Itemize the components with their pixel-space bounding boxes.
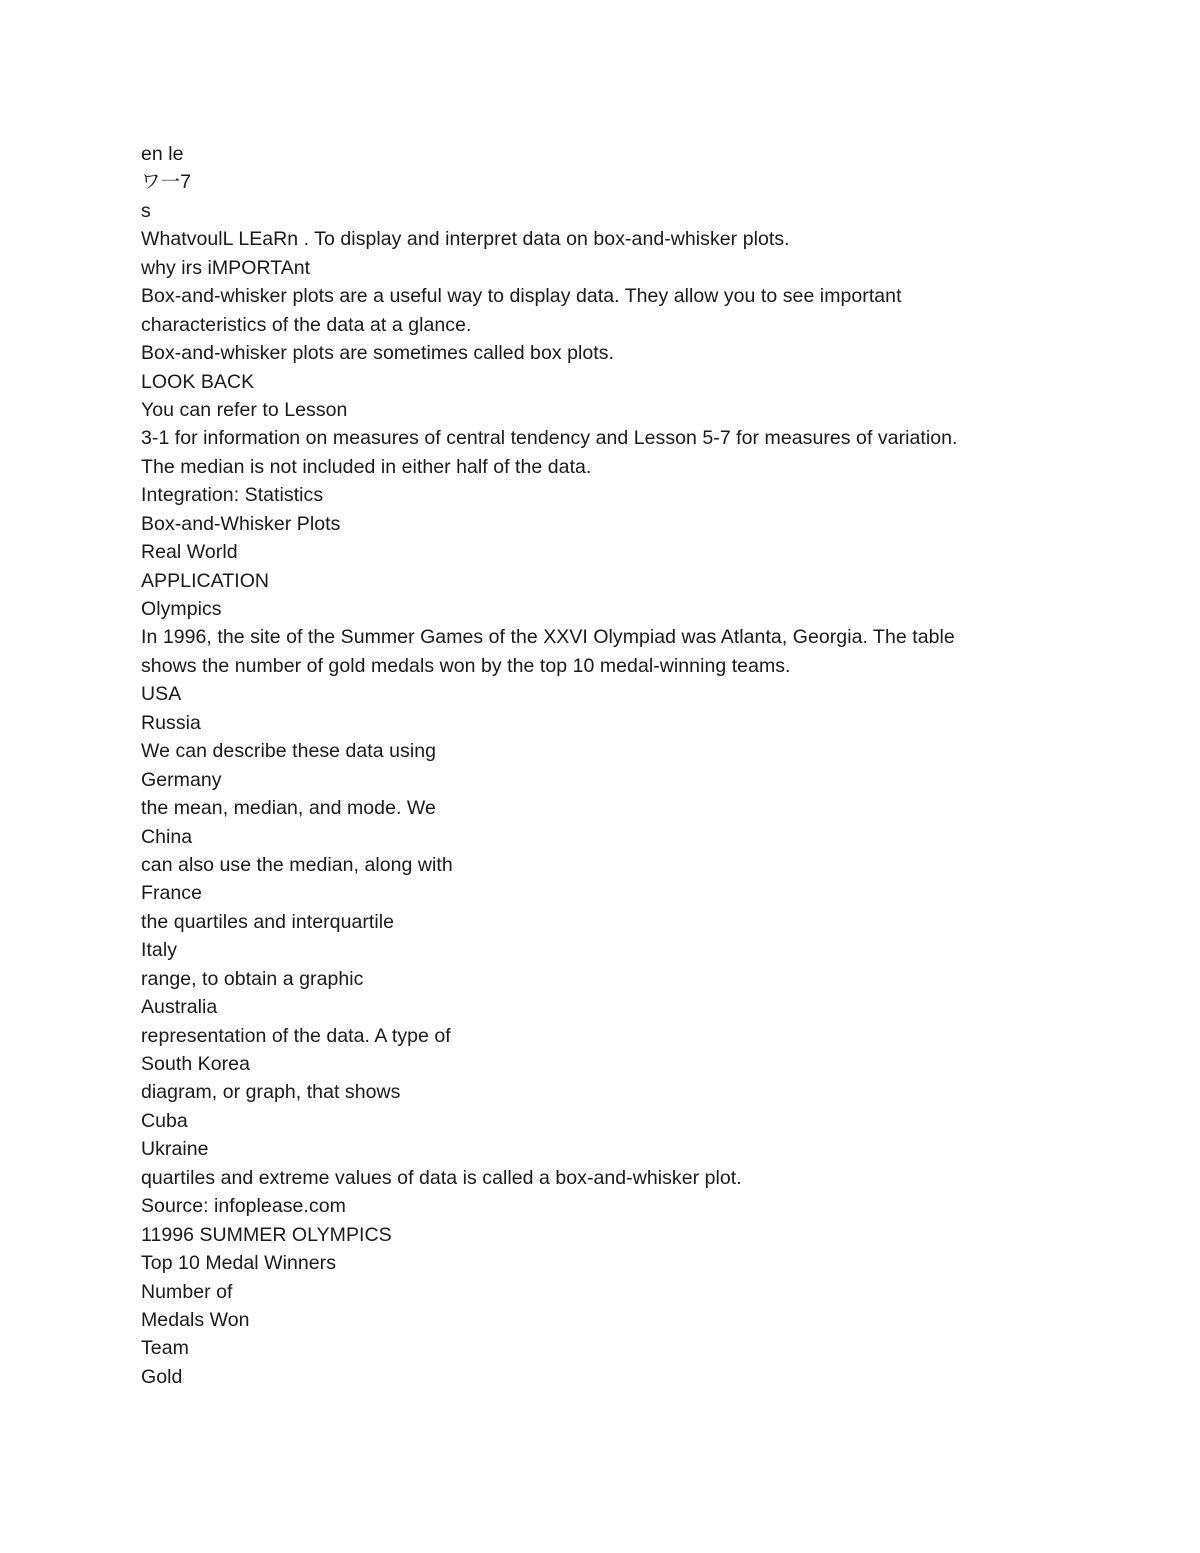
text-line-19: shows the number of gold medals won by the top 10 medal-winning teams. <box>141 654 791 677</box>
text-line-2: ワ一7 <box>141 171 191 194</box>
column-header-team: Team <box>141 1337 189 1360</box>
text-line-22: We can describe these data using <box>141 740 437 763</box>
text-line-7: characteristics of the data at a glance. <box>141 313 472 336</box>
text-line-34: diagram, or graph, that shows <box>141 1081 401 1104</box>
column-header-medals-won: Medals Won <box>141 1308 250 1331</box>
text-column <box>141 140 1061 1391</box>
team-russia: Russia <box>141 711 201 734</box>
text-line-26: can also use the median, along with <box>141 853 453 876</box>
text-line-6: Box-and-whisker plots are a useful way to display data. They allow you to see important <box>141 285 902 308</box>
why-important-heading: why irs iMPORTAnt <box>141 256 311 279</box>
text-line-3: s <box>141 199 151 222</box>
text-line-15: Real World <box>141 541 238 564</box>
text-line-18: In 1996, the site of the Summer Games of the XXVI Olympiad was Atlanta, Georgia. The table <box>141 626 955 649</box>
table-subtitle: Top 10 Medal Winners <box>141 1252 337 1275</box>
text-line-13: Integration: Statistics <box>141 484 324 507</box>
team-china: China <box>141 825 193 848</box>
team-usa: USA <box>141 683 182 706</box>
source-line: Source: infoplease.com <box>141 1195 346 1218</box>
text-line-17: Olympics <box>141 598 222 620</box>
text-line-11: 3-1 for information on measures of central tendency and Lesson 5-7 for measures of variation. <box>141 427 958 450</box>
what-youll-learn-line: WhatvoulL LEaRn . To display and interpret data on box-and-whisker plots. <box>141 228 790 251</box>
table-title: 11996 SUMMER OLYMPICS <box>141 1223 392 1246</box>
text-line-16: APPLICATION <box>141 569 270 592</box>
text-line-37: quartiles and extreme values of data is called a box-and-whisker plot. <box>141 1166 742 1189</box>
text-line-32: representation of the data. A type of <box>141 1024 451 1047</box>
column-header-number-of: Number of <box>141 1280 233 1303</box>
lesson-title: Box-and-Whisker Plots <box>141 512 341 535</box>
team-australia: Australia <box>141 996 218 1019</box>
text-line-30: range, to obtain a graphic <box>141 967 364 990</box>
text-line-24: the mean, median, and mode. We <box>141 797 436 820</box>
team-italy: Italy <box>141 939 178 962</box>
team-france: France <box>141 882 202 905</box>
text-line-8: Box-and-whisker plots are sometimes called box plots. <box>141 342 615 365</box>
text-line-28: the quartiles and interquartile <box>141 910 395 933</box>
team-cuba: Cuba <box>141 1109 188 1132</box>
column-header-gold: Gold <box>141 1365 183 1388</box>
text-line-1: en le <box>141 143 184 165</box>
team-germany: Germany <box>141 768 222 791</box>
text-line-10: You can refer to Lesson <box>141 398 348 421</box>
text-line-12: The median is not included in either half of the data. <box>141 455 592 478</box>
team-ukraine: Ukraine <box>141 1138 209 1161</box>
look-back-heading: LOOK BACK <box>141 370 255 393</box>
team-south-korea: South Korea <box>141 1053 250 1075</box>
